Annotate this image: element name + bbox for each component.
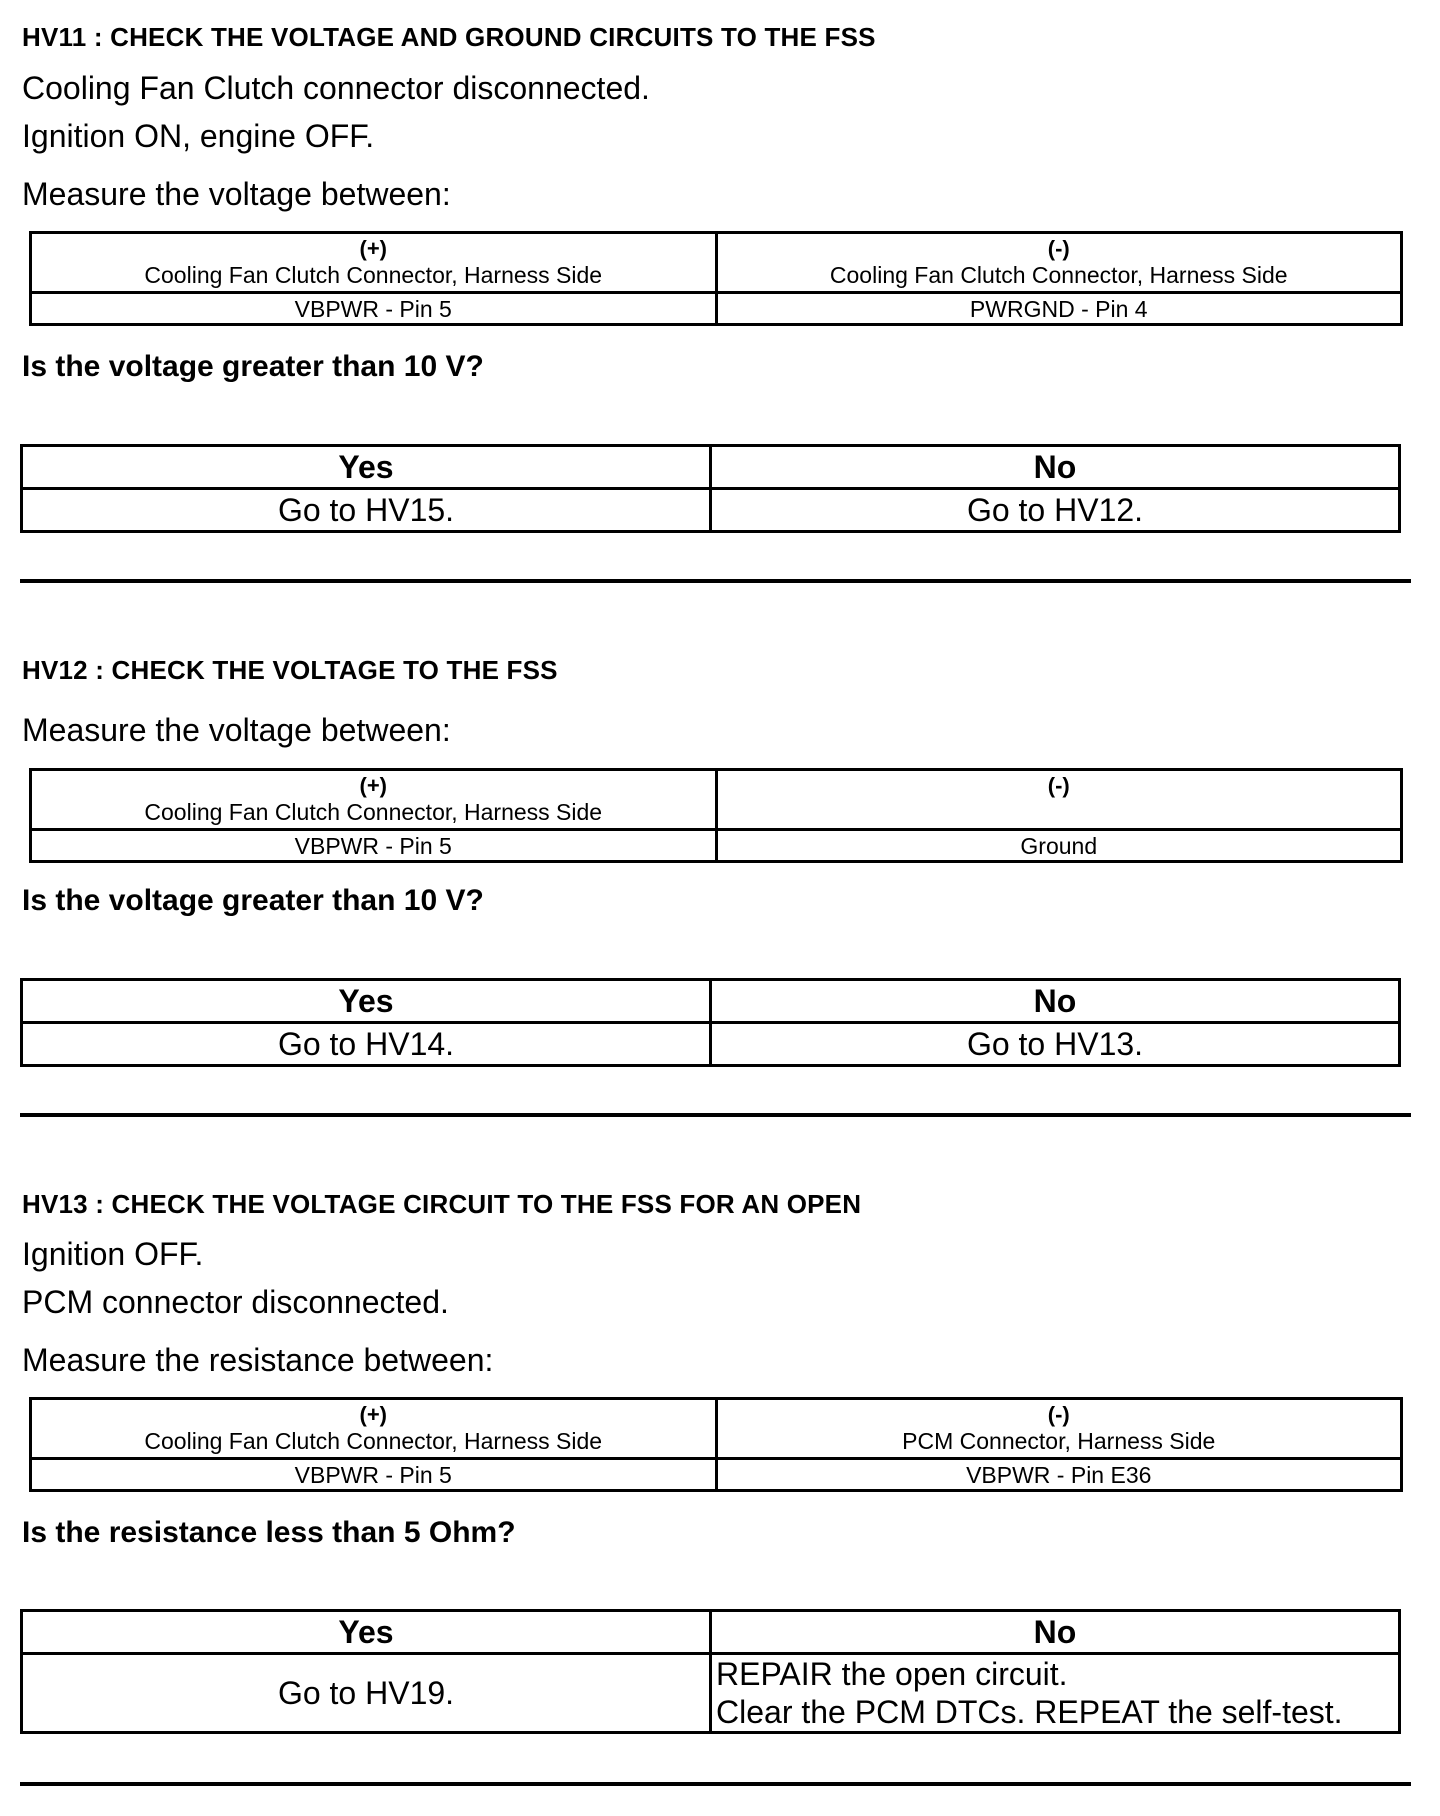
question-hv13: Is the resistance less than 5 Ohm? bbox=[22, 1516, 516, 1549]
instruction-line: Measure the voltage between: bbox=[22, 712, 451, 748]
no-action bbox=[711, 1654, 1400, 1733]
positive-lead-header bbox=[31, 770, 717, 830]
answer-table-hv12 bbox=[20, 978, 1401, 1067]
yes-action: Go to HV14. bbox=[22, 1023, 711, 1066]
section-divider bbox=[20, 1113, 1411, 1117]
no-header: No bbox=[711, 446, 1400, 489]
instruction-line: Measure the resistance between: bbox=[22, 1342, 494, 1378]
positive-lead-header bbox=[31, 233, 717, 293]
no-header: No bbox=[711, 1611, 1400, 1654]
positive-lead-header bbox=[31, 1399, 717, 1459]
positive-lead-pin: VBPWR - Pin 5 bbox=[31, 830, 717, 862]
positive-sign: (+) bbox=[359, 236, 387, 261]
section-heading-hv11: HV11 : CHECK THE VOLTAGE AND GROUND CIRCUITS TO THE FSS bbox=[22, 22, 876, 52]
positive-lead-description: Cooling Fan Clutch Connector, Harness Side bbox=[144, 799, 603, 825]
section-heading-hv13: HV13 : CHECK THE VOLTAGE CIRCUIT TO THE FSS FOR AN OPEN bbox=[22, 1189, 862, 1219]
positive-sign: (+) bbox=[359, 1402, 387, 1427]
positive-lead-pin: VBPWR - Pin 5 bbox=[31, 293, 717, 325]
no-action-line: Clear the PCM DTCs. REPEAT the self-test. bbox=[716, 1694, 1343, 1730]
positive-sign: (+) bbox=[359, 773, 387, 798]
question-hv11: Is the voltage greater than 10 V? bbox=[22, 350, 484, 383]
instruction-line: Ignition ON, engine OFF. bbox=[22, 118, 375, 154]
negative-lead-header bbox=[716, 770, 1402, 830]
negative-lead-pin: PWRGND - Pin 4 bbox=[716, 293, 1402, 325]
negative-lead-header bbox=[716, 1399, 1402, 1459]
measurement-table-hv11 bbox=[29, 231, 1403, 326]
positive-lead-description: Cooling Fan Clutch Connector, Harness Side bbox=[144, 1428, 603, 1454]
answer-table-hv13 bbox=[20, 1609, 1401, 1734]
negative-lead-description: Cooling Fan Clutch Connector, Harness Side bbox=[829, 262, 1288, 288]
instruction-line: Ignition OFF. bbox=[22, 1236, 204, 1272]
yes-header: Yes bbox=[22, 446, 711, 489]
negative-lead-pin: Ground bbox=[716, 830, 1402, 862]
yes-header: Yes bbox=[22, 980, 711, 1023]
positive-lead-description: Cooling Fan Clutch Connector, Harness Side bbox=[144, 262, 603, 288]
section-divider bbox=[20, 579, 1411, 583]
no-header: No bbox=[711, 980, 1400, 1023]
negative-lead-description: PCM Connector, Harness Side bbox=[902, 1428, 1216, 1454]
no-action: Go to HV13. bbox=[711, 1023, 1400, 1066]
instruction-line: Cooling Fan Clutch connector disconnected. bbox=[22, 70, 650, 106]
negative-lead-pin: VBPWR - Pin E36 bbox=[716, 1459, 1402, 1491]
no-action: Go to HV12. bbox=[711, 489, 1400, 532]
positive-lead-pin: VBPWR - Pin 5 bbox=[31, 1459, 717, 1491]
section-heading-hv12: HV12 : CHECK THE VOLTAGE TO THE FSS bbox=[22, 655, 558, 685]
instruction-line: PCM connector disconnected. bbox=[22, 1284, 449, 1320]
no-action-line: REPAIR the open circuit. bbox=[716, 1656, 1068, 1692]
yes-action: Go to HV15. bbox=[22, 489, 711, 532]
section-divider bbox=[20, 1782, 1411, 1786]
negative-lead-header bbox=[716, 233, 1402, 293]
answer-table-hv11 bbox=[20, 444, 1401, 533]
yes-header: Yes bbox=[22, 1611, 711, 1654]
yes-action: Go to HV19. bbox=[22, 1654, 711, 1733]
measurement-table-hv13 bbox=[29, 1397, 1403, 1492]
negative-sign: (-) bbox=[1047, 1402, 1070, 1427]
measurement-table-hv12 bbox=[29, 768, 1403, 863]
instruction-line: Measure the voltage between: bbox=[22, 176, 451, 212]
negative-sign: (-) bbox=[1047, 773, 1070, 798]
question-hv12: Is the voltage greater than 10 V? bbox=[22, 884, 484, 917]
negative-sign: (-) bbox=[1047, 236, 1070, 261]
